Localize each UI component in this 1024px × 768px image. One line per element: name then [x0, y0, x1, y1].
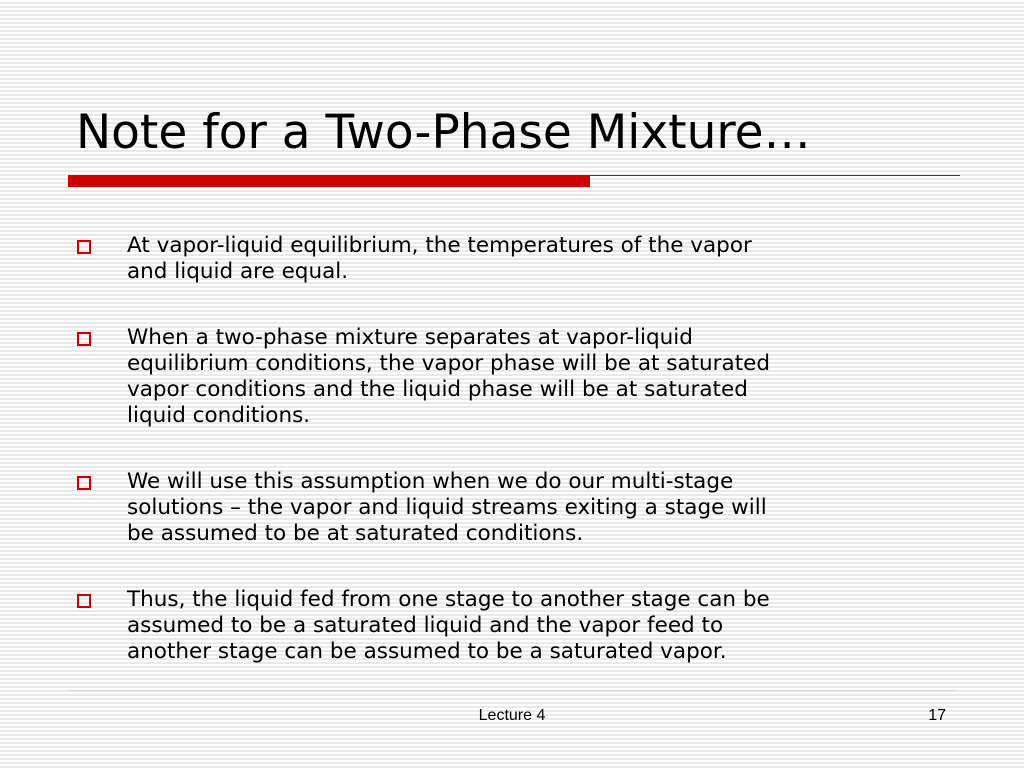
bullet-text-line: vapor conditions and the liquid phase will be at saturated [127, 377, 748, 402]
bullet-text-line: Thus, the liquid fed from one stage to another stage can be [127, 587, 770, 612]
title-underline-thin [590, 175, 960, 176]
bullet-text-line: be assumed to be at saturated conditions. [127, 521, 584, 546]
footer-lecture-label: Lecture 4 [478, 707, 546, 724]
slide-page-number: 17 [928, 707, 946, 724]
bullet-text-line: We will use this assumption when we do our multi-stage [127, 469, 734, 494]
bullet-item [76, 233, 956, 285]
title-underline-thick [68, 175, 590, 187]
bullet-text-line: assumed to be a saturated liquid and the vapor feed to [127, 613, 724, 638]
hollow-square-bullet-icon [77, 332, 91, 346]
bullet-item [76, 469, 956, 547]
bullet-text-line: equilibrium conditions, the vapor phase will be at saturated [127, 351, 771, 376]
bullet-item [76, 587, 956, 665]
bullet-text-line: and liquid are equal. [127, 259, 349, 284]
bullet-text-line: At vapor-liquid equilibrium, the temperatures of the vapor [127, 233, 752, 258]
bullet-text-line: solutions – the vapor and liquid streams exiting a stage will [127, 495, 767, 520]
bullet-text-line: another stage can be assumed to be a saturated vapor. [127, 639, 727, 664]
hollow-square-bullet-icon [77, 476, 91, 490]
bullet-text-line: liquid conditions. [127, 403, 311, 428]
bullet-item [76, 325, 956, 429]
hollow-square-bullet-icon [77, 240, 91, 254]
bullet-list [76, 233, 956, 665]
bullet-text-line: When a two-phase mixture separates at vapor-liquid [127, 325, 693, 350]
slide-title: Note for a Two-Phase Mixture… [76, 105, 811, 160]
hollow-square-bullet-icon [77, 594, 91, 608]
footer-divider [68, 690, 956, 691]
